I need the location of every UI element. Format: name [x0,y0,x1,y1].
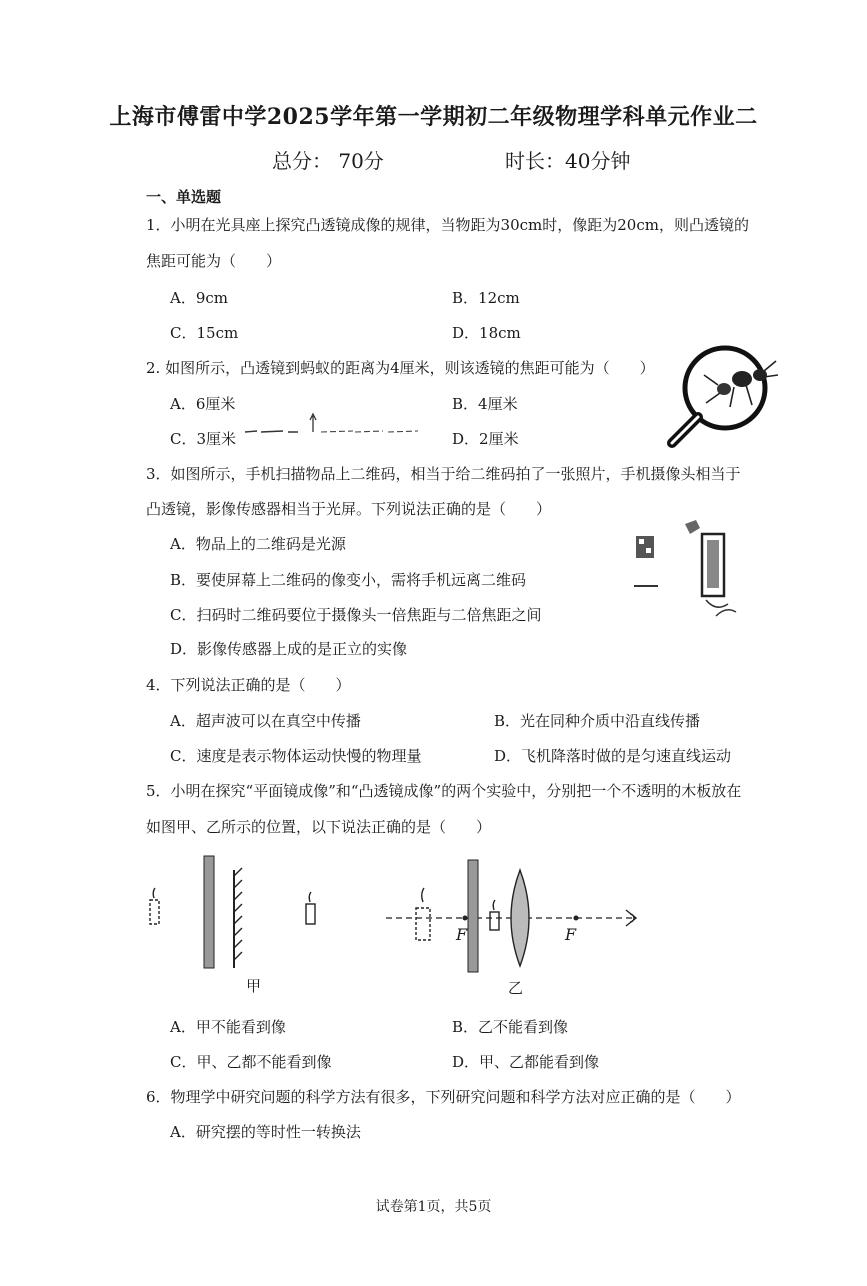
q6-option-a: A．研究摆的等时性一转换法 [170,1123,361,1141]
page-title: 上海市傅雷中学2025学年第一学期初二年级物理学科单元作业二 [109,104,758,130]
q5-option-a: A．甲不能看到像 [170,1018,286,1036]
q3-option-c: C．扫码时二维码要位于摄像头一倍焦距与二倍焦距之间 [170,606,542,624]
question-1-line-2: 焦距可能为（ ） [146,252,282,270]
q4-option-b: B．光在同种介质中沿直线传播 [494,712,701,730]
total-score: 总分： 70分 [272,149,384,173]
q4-option-c: C．速度是表示物体运动快慢的物理量 [170,747,422,765]
question-5-line-1: 5．小明在探究“平面镜成像”和“凸透镜成像”的两个实验中，分别把一个不透明的木板放在 [146,782,742,800]
question-3-line-2: 凸透镜，影像传感器相当于光屏。下列说法正确的是（ ） [146,500,552,518]
question-4-line-1: 4．下列说法正确的是（ ） [146,676,351,694]
figure-plane-mirror [140,852,340,977]
q5-option-d: D．甲、乙都能看到像 [452,1053,600,1071]
q1-option-a: A．9cm [170,289,229,307]
focus-label-right: F [565,925,577,944]
question-5-line-2: 如图甲、乙所示的位置，以下说法正确的是（ ） [146,818,492,836]
q1-option-d: D．18cm [452,324,521,342]
q2-scan-marks [243,410,423,440]
q2-option-b: B．4厘米 [452,395,518,413]
focus-label-left: F [456,925,468,944]
q3-option-b: B．要使屏幕上二维码的像变小，需将手机远离二维码 [170,571,527,589]
question-2-line-1: 2. 如图所示，凸透镜到蚂蚁的距离为4厘米，则该透镜的焦距可能为（ ） [146,359,655,377]
q4-option-d: D．飞机降落时做的是匀速直线运动 [494,747,732,765]
q4-option-a: A．超声波可以在真空中传播 [170,712,361,730]
page-footer: 试卷第1页，共5页 [375,1199,492,1215]
q5-option-b: B．乙不能看到像 [452,1018,569,1036]
magnifier-ant-figure [660,345,790,450]
duration: 时长：40分钟 [505,149,631,173]
question-1-line-1: 1．小明在光具座上探究凸透镜成像的规律，当物距为30cm时，像距为20cm，则凸透镜的 [146,216,749,234]
q1-option-c: C．15cm [170,324,239,342]
q2-option-a: A．6厘米 [170,395,236,413]
q3-option-a: A．物品上的二维码是光源 [170,535,346,553]
question-6-line-1: 6．物理学中研究问题的科学方法有很多，下列研究问题和科学方法对应正确的是（ ） [146,1088,741,1106]
q2-option-d: D．2厘米 [452,430,519,448]
q3-option-d: D．影像传感器上成的是正立的实像 [170,640,408,658]
figure-convex-lens [380,852,650,977]
phone-qr-scan-figure [630,520,755,625]
q5-option-c: C．甲、乙都不能看到像 [170,1053,332,1071]
q2-option-c: C．3厘米 [170,430,237,448]
question-3-line-1: 3．如图所示，手机扫描物品上二维码，相当于给二维码拍了一张照片，手机摄像头相当于 [146,465,741,483]
figure-yi-label: 乙 [508,979,524,997]
q1-option-b: B．12cm [452,289,520,307]
figure-jia-label: 甲 [246,977,262,995]
section-title: 一、单选题 [146,188,222,206]
